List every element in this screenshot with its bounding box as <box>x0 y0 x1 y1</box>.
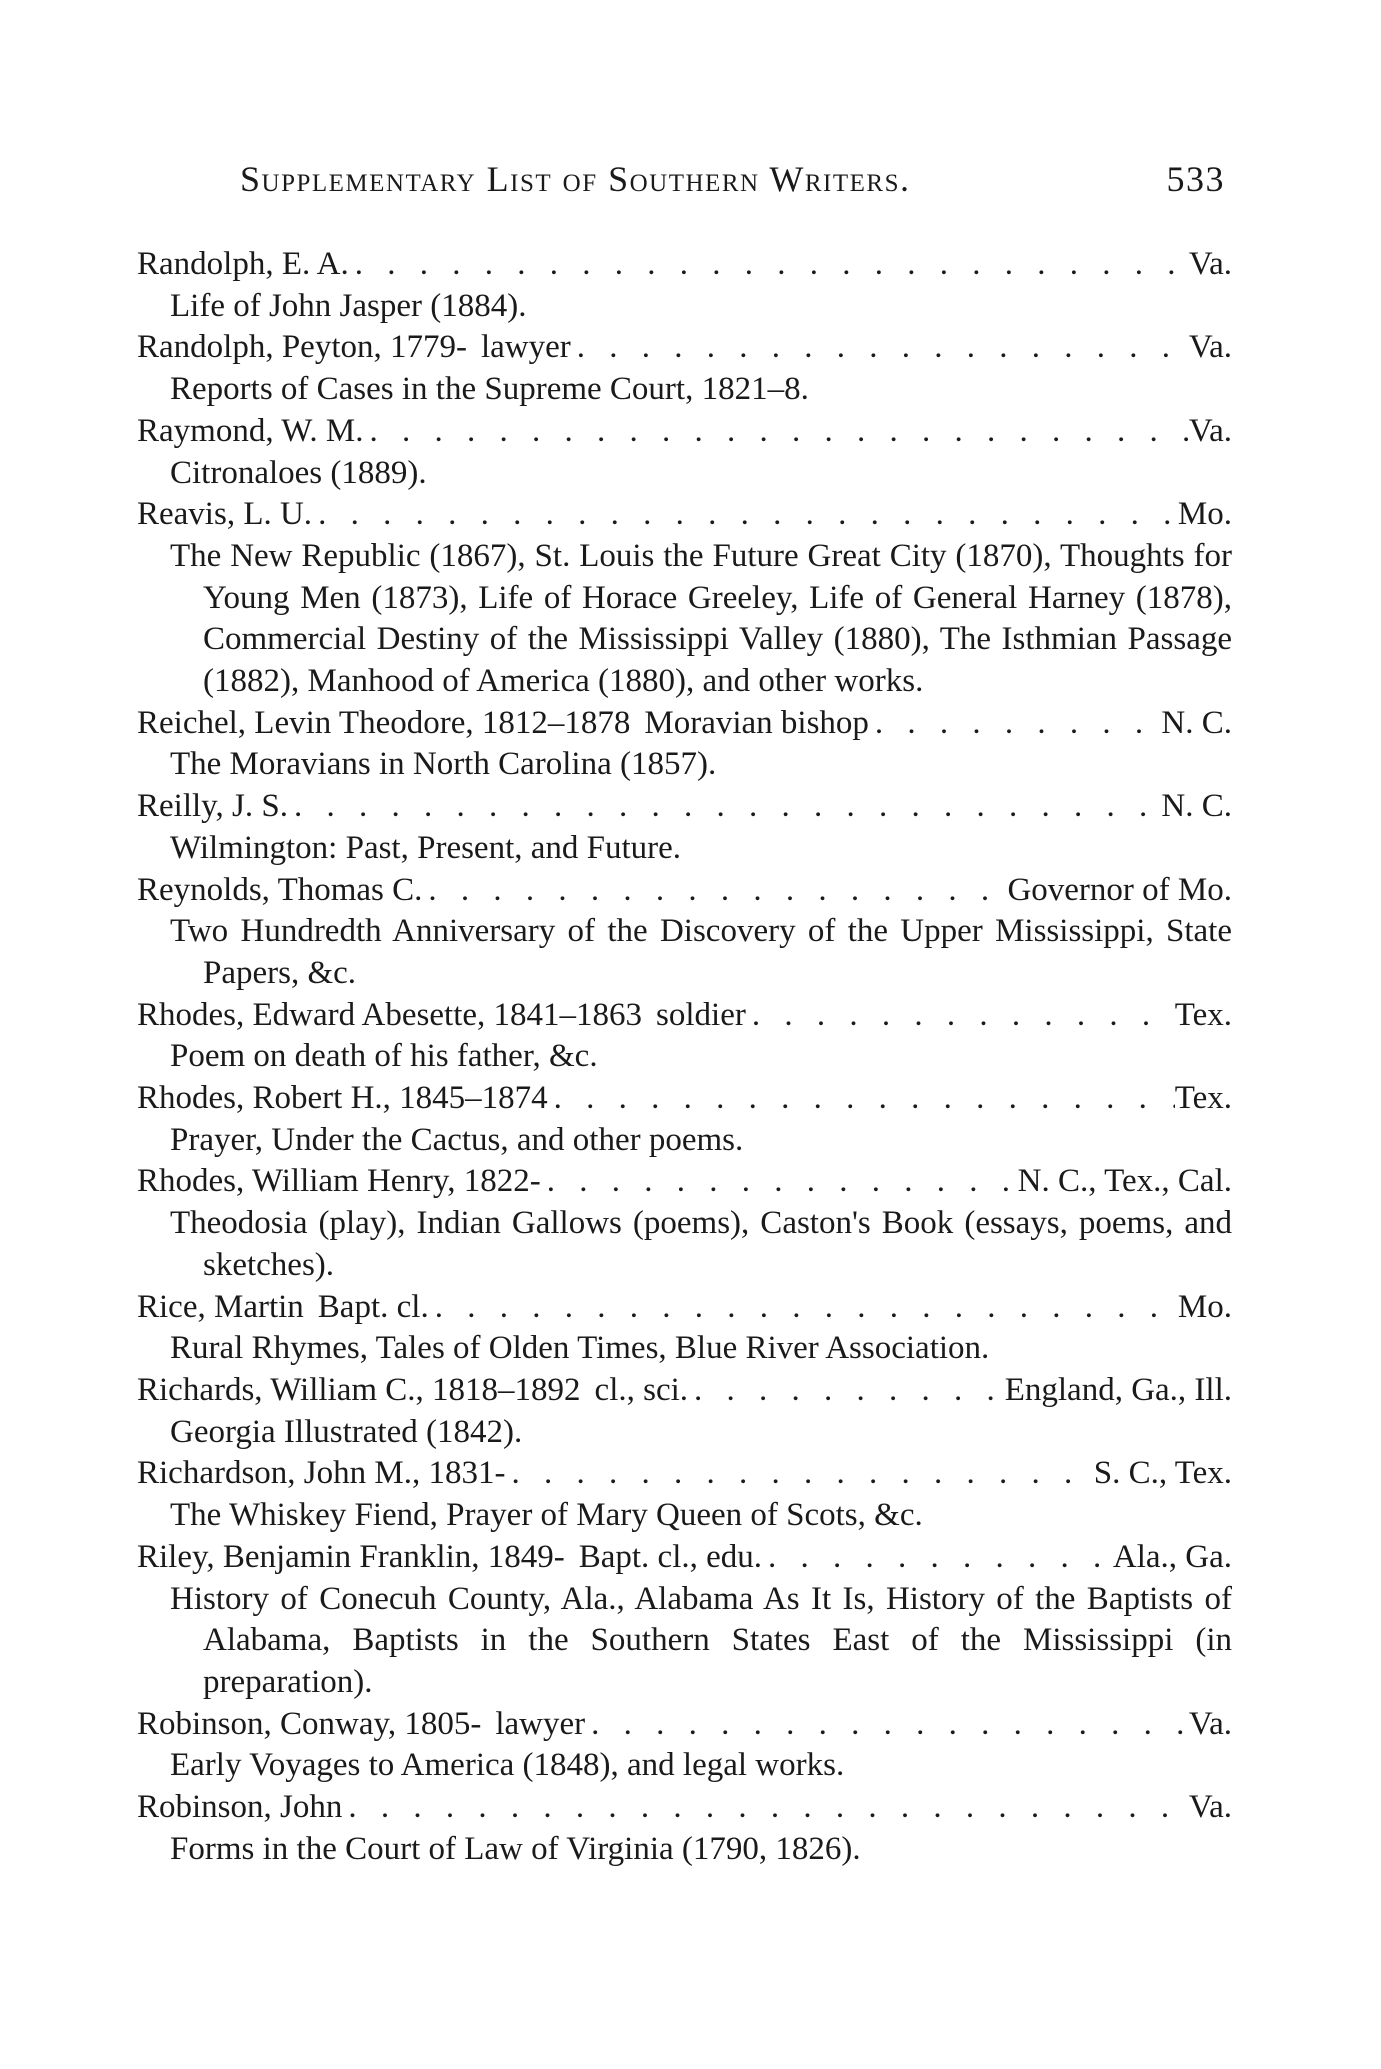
writer-state: Va. <box>1188 1789 1232 1826</box>
writer-name: Rhodes, William Henry, 1822- <box>137 1163 541 1200</box>
running-header <box>240 158 1225 200</box>
writer-occupation: lawyer <box>495 1705 586 1742</box>
writer-works: The Moravians in North Carolina (1857). <box>170 746 717 783</box>
writer-state: N. C., Tex., Cal. <box>1017 1163 1232 1200</box>
writer-name: Robinson, John <box>137 1789 343 1826</box>
writer-works: Forms in the Court of Law of Virginia (1790, 1826). <box>170 1830 861 1867</box>
writer-works: Life of John Jasper (1884). <box>170 287 527 324</box>
writer-name: Reynolds, Thomas C. <box>137 871 423 908</box>
writer-works: History of Conecuh County, Ala., Alabama As It Is, History of the Baptists of Alabama, Baptists in the Southern States East of the Mississippi (in preparation). <box>170 1580 1232 1700</box>
writer-entry <box>137 1704 1232 1787</box>
writer-works: Citronaloes (1889). <box>170 454 427 491</box>
dot-leader <box>869 703 1161 745</box>
entry-heading <box>137 1078 1232 1120</box>
writer-entry <box>137 1537 1232 1704</box>
writer-name: Randolph, Peyton, 1779- <box>137 329 467 366</box>
writer-works: The New Republic (1867), St. Louis the Future Great City (1870), Thoughts for Young Men (1873), Life of Horace Greeley, Life of General Harney (1878), Commercial Destiny of the Mississippi Valley (1880), The Isthmian Passage (1882), Manhood of America (1880), and other works. <box>170 537 1232 700</box>
writer-name: Richardson, John M., 1831- <box>137 1455 506 1492</box>
entry-heading <box>137 411 1232 453</box>
writer-works: The Whiskey Fiend, Prayer of Mary Queen of Scots, &c. <box>170 1497 923 1534</box>
entry-heading <box>137 244 1232 286</box>
dot-leader <box>349 244 1189 286</box>
writer-entry <box>137 244 1232 327</box>
writer-name: Riley, Benjamin Franklin, 1849- <box>137 1538 565 1575</box>
writer-entry <box>137 1453 1232 1536</box>
writer-occupation: Bapt. cl. <box>317 1288 429 1325</box>
entry-heading <box>137 1787 1232 1829</box>
writer-state: N. C. <box>1161 788 1232 825</box>
entry-heading <box>137 703 1232 745</box>
writer-state: Governor of Mo. <box>1007 871 1232 908</box>
writer-works: Two Hundredth Anniversary of the Discovery of the Upper Mississippi, State Papers, &c. <box>170 913 1232 991</box>
writer-occupation: Moravian bishop <box>644 704 869 741</box>
writer-works: Early Voyages to America (1848), and legal works. <box>170 1747 845 1784</box>
dot-leader <box>548 1078 1175 1120</box>
writer-works: Theodosia (play), Indian Gallows (poems), Caston's Book (essays, poems, and sketches). <box>170 1205 1232 1283</box>
entry-heading <box>137 494 1232 536</box>
writer-entry <box>137 870 1232 995</box>
writer-entry <box>137 327 1232 410</box>
writer-name: Richards, William C., 1818–1892 <box>137 1371 581 1408</box>
entry-heading <box>137 870 1232 912</box>
dot-leader <box>312 494 1178 536</box>
dot-leader <box>429 1287 1178 1329</box>
writer-state: Ala., Ga. <box>1112 1538 1232 1575</box>
entry-heading <box>137 995 1232 1037</box>
writer-works: Reports of Cases in the Supreme Court, 1821–8. <box>170 371 809 408</box>
dot-leader <box>342 1787 1189 1829</box>
writer-entry <box>137 1161 1232 1286</box>
writer-state: Mo. <box>1177 496 1232 533</box>
writer-works: Poem on death of his father, &c. <box>170 1038 598 1075</box>
dot-leader <box>762 1537 1113 1579</box>
writer-works: Rural Rhymes, Tales of Olden Times, Blue River Association. <box>170 1330 990 1367</box>
writer-works: Wilmington: Past, Present, and Future. <box>170 829 682 866</box>
writer-entry <box>137 995 1232 1078</box>
page-number: 533 <box>1166 159 1225 199</box>
writer-entry <box>137 411 1232 494</box>
writer-entry <box>137 1370 1232 1453</box>
writer-state: Tex. <box>1174 1080 1232 1117</box>
writer-state: Va. <box>1188 1705 1232 1742</box>
writer-state: Tex. <box>1174 996 1232 1033</box>
dot-leader <box>585 1704 1189 1746</box>
writer-name: Robinson, Conway, 1805- <box>137 1705 482 1742</box>
writer-name: Reichel, Levin Theodore, 1812–1878 <box>137 704 631 741</box>
writer-occupation: lawyer <box>480 329 571 366</box>
entry-heading <box>137 1370 1232 1412</box>
entry-heading <box>137 1537 1232 1579</box>
dot-leader <box>688 1370 1005 1412</box>
writer-name: Reavis, L. U. <box>137 496 313 533</box>
writer-occupation: cl., sci. <box>594 1371 689 1408</box>
writer-state: England, Ga., Ill. <box>1004 1371 1232 1408</box>
entry-heading <box>137 1287 1232 1329</box>
writer-entry <box>137 703 1232 786</box>
entry-heading <box>137 1161 1232 1203</box>
writer-name: Randolph, E. A. <box>137 246 349 282</box>
writer-state: Va. <box>1188 246 1232 282</box>
writer-state: S. C., Tex. <box>1093 1455 1232 1492</box>
entry-heading <box>137 1453 1232 1495</box>
entry-heading <box>137 1704 1232 1746</box>
entry-heading <box>137 327 1232 369</box>
writer-name: Rice, Martin <box>137 1288 304 1325</box>
writer-state: Va. <box>1188 329 1232 366</box>
writer-occupation: soldier <box>656 996 746 1033</box>
writer-entry <box>137 786 1232 869</box>
writer-state: Mo. <box>1177 1288 1232 1325</box>
entry-heading <box>137 786 1232 828</box>
writer-state: N. C. <box>1161 704 1232 741</box>
dot-leader <box>571 327 1189 369</box>
writer-entry <box>137 494 1232 703</box>
writer-state: Va. <box>1188 412 1232 449</box>
writer-name: Reilly, J. S. <box>137 788 288 825</box>
dot-leader <box>746 995 1175 1037</box>
writer-name: Rhodes, Robert H., 1845–1874 <box>137 1080 548 1117</box>
dot-leader <box>288 786 1161 828</box>
writer-name: Raymond, W. M. <box>137 412 364 449</box>
writer-occupation: Bapt. cl., edu. <box>578 1538 763 1575</box>
writer-entry <box>137 1078 1232 1161</box>
writer-entry <box>137 1287 1232 1370</box>
dot-leader <box>541 1161 1018 1203</box>
writer-works: Georgia Illustrated (1842). <box>170 1413 523 1450</box>
dot-leader <box>505 1453 1093 1495</box>
running-title: Supplementary List of Southern Writers. <box>240 159 911 199</box>
dot-leader <box>363 411 1188 453</box>
writer-entry <box>137 1787 1232 1870</box>
writer-works: Prayer, Under the Cactus, and other poems. <box>170 1121 744 1158</box>
writers-list <box>137 244 1232 1870</box>
dot-leader <box>422 870 1007 912</box>
writer-name: Rhodes, Edward Abesette, 1841–1863 <box>137 996 643 1033</box>
